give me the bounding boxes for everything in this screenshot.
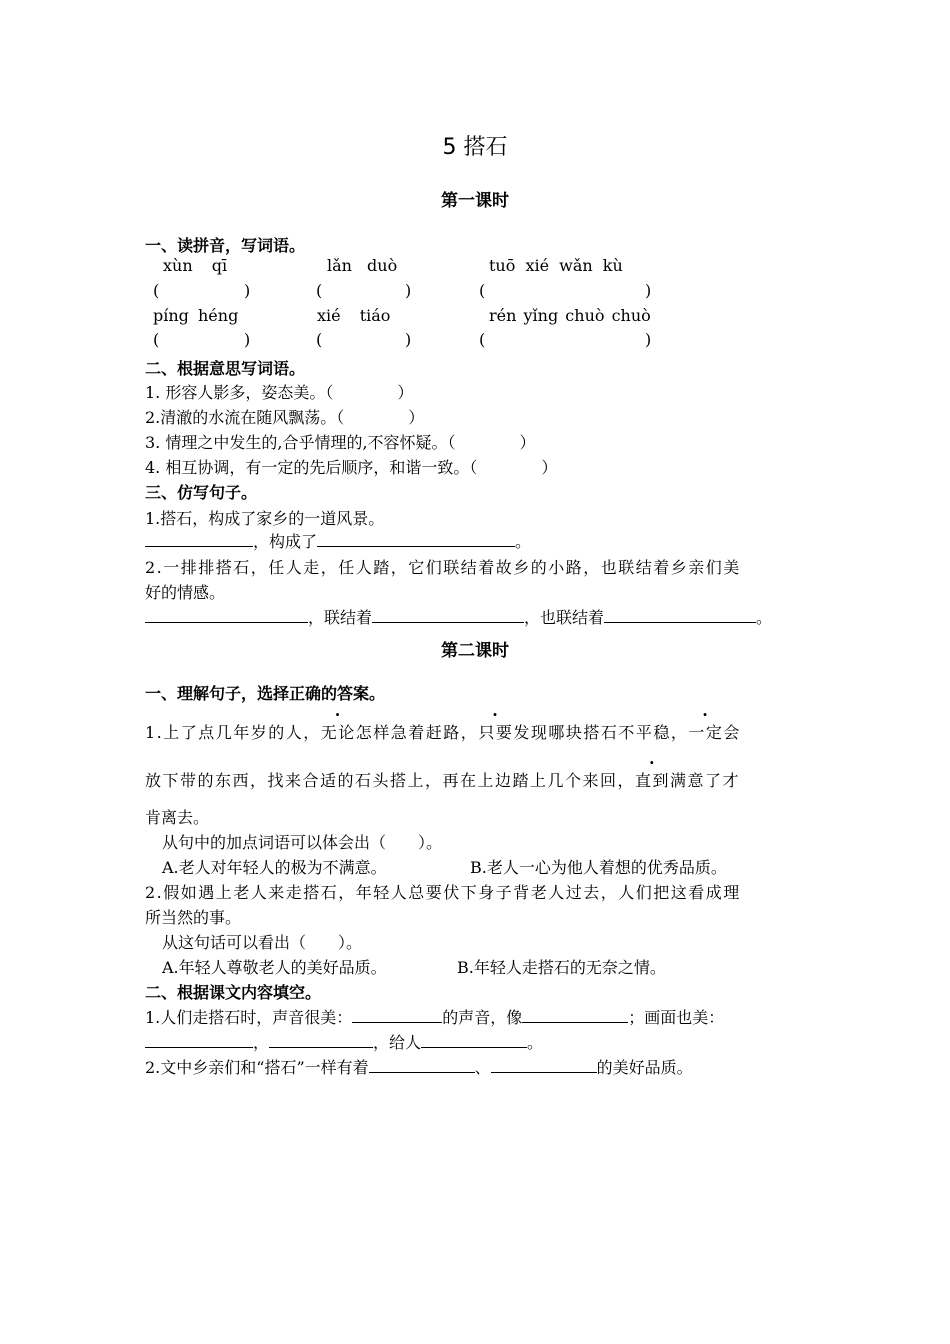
answer-blank[interactable] — [421, 1031, 527, 1048]
answer-blank[interactable] — [352, 1006, 442, 1023]
fill-1-text-e: ，给人 — [373, 1033, 422, 1052]
fill-item-1-line-1 — [145, 1005, 724, 1028]
meaning-item-1: 1. 形容人影多，姿态美。（ ） — [145, 383, 414, 402]
answer-blank[interactable] — [369, 1056, 475, 1073]
answer-paren-2-open: ( — [316, 281, 323, 300]
imitate-item-1: 1.搭石，构成了家乡的一道风景。 — [145, 509, 385, 528]
imitate-fill-1-mid: ，构成了 — [253, 532, 318, 551]
imitate-fill-2-end: 。 — [756, 608, 773, 627]
fill-2-text-a: 2.文中乡亲们和“搭石”一样有着 — [145, 1058, 369, 1077]
q1-text-c: 发现哪块搭石不平稳， — [513, 723, 689, 742]
fill-item-2 — [145, 1055, 693, 1078]
imitate-item-2-line-1: 2.一排排搭石，任人走，任人踏，它们联结着故乡的小路，也联结着乡亲们美 — [145, 558, 741, 577]
q1-text-f: 满意了才 — [670, 771, 741, 790]
imitate-fill-1-end: 。 — [515, 532, 532, 551]
answer-paren-1-open: ( — [153, 281, 160, 300]
answer-paren-3-open: ( — [479, 281, 486, 300]
dotted-word: 一定 — [688, 723, 724, 742]
pinyin-1: xùn qī — [163, 256, 228, 275]
imitate-fill-1 — [145, 529, 531, 552]
q1-line-2 — [145, 768, 740, 791]
q1-prompt: 从句中的加点词语可以体会出（ ）。 — [162, 833, 443, 852]
q1-line-3: 肯离去。 — [145, 808, 210, 827]
q1-text-b: 怎样急着赶路， — [355, 723, 479, 742]
imitate-fill-2-b: ，也联结着 — [524, 608, 605, 627]
dotted-word: 无论 — [320, 723, 356, 742]
dotted-word: 直到 — [635, 771, 671, 790]
meaning-item-3: 3. 情理之中发生的,合乎情理的,不容怀疑。（ ） — [145, 433, 536, 452]
answer-blank[interactable] — [317, 530, 515, 547]
q2-line-2: 所当然的事。 — [145, 908, 242, 927]
imitate-fill-2-a: ，联结着 — [308, 608, 373, 627]
meaning-item-2: 2.清澈的水流在随风飘荡。（ ） — [145, 408, 425, 427]
l1-sec1-heading: 一、读拼音，写词语。 — [145, 236, 306, 255]
pinyin-2: lǎn duò — [327, 256, 398, 275]
pinyin-4: píng héng — [153, 306, 239, 325]
l2-sec1-heading: 一、理解句子，选择正确的答案。 — [145, 684, 386, 703]
answer-blank[interactable] — [145, 1031, 253, 1048]
answer-paren-6-open: ( — [479, 330, 486, 349]
answer-blank[interactable] — [145, 530, 253, 547]
answer-paren-4-open: ( — [153, 330, 160, 349]
answer-paren-5-open: ( — [316, 330, 323, 349]
lesson1-heading: 第一课时 — [441, 191, 509, 211]
answer-blank[interactable] — [491, 1056, 597, 1073]
l2-sec2-heading: 二、根据课文内容填空。 — [145, 983, 322, 1002]
page-title: 5 搭石 — [442, 135, 508, 160]
fill-1-text-c: ；画面也美： — [628, 1008, 725, 1027]
answer-blank[interactable] — [145, 606, 308, 623]
fill-1-text-d: ， — [253, 1033, 270, 1052]
answer-paren-6-close: ) — [645, 330, 652, 349]
pinyin-3: tuō xié wǎn kù — [489, 256, 623, 275]
answer-paren-5-close: ) — [405, 330, 412, 349]
answer-blank[interactable] — [372, 606, 524, 623]
q2-line-1: 2.假如遇上老人来走搭石，年轻人总要伏下身子背老人过去，人们把这看成理 — [145, 883, 741, 902]
dotted-word: 只要 — [478, 723, 514, 742]
l1-sec2-heading: 二、根据意思写词语。 — [145, 359, 306, 378]
q1-line-1 — [145, 720, 741, 743]
q2-option-a[interactable]: A.年轻人尊敬老人的美好品质。 — [162, 958, 387, 977]
meaning-item-4: 4. 相互协调，有一定的先后顺序，和谐一致。（ ） — [145, 458, 558, 477]
fill-1-text-b: 的声音，像 — [442, 1008, 523, 1027]
q1-text-a: 1.上了点几年岁的人， — [145, 723, 321, 742]
fill-1-text-f: 。 — [527, 1033, 544, 1052]
fill-2-text-b: 、 — [474, 1058, 491, 1077]
lesson2-heading: 第二课时 — [441, 641, 509, 661]
q1-option-b[interactable]: B.老人一心为他人着想的优秀品质。 — [470, 858, 727, 877]
q1-option-a[interactable]: A.老人对年轻人的极为不满意。 — [162, 858, 387, 877]
pinyin-5: xié tiáo — [317, 306, 391, 325]
q2-prompt: 从这句话可以看出（ ）。 — [162, 933, 363, 952]
fill-item-1-line-2 — [145, 1030, 543, 1053]
fill-1-text-a: 1.人们走搭石时，声音很美： — [145, 1008, 353, 1027]
fill-2-text-c: 的美好品质。 — [596, 1058, 693, 1077]
pinyin-6: rén yǐng chuò chuò — [489, 306, 651, 325]
answer-blank[interactable] — [522, 1006, 628, 1023]
answer-paren-1-close: ) — [244, 281, 251, 300]
answer-blank[interactable] — [269, 1031, 373, 1048]
answer-paren-4-close: ) — [244, 330, 251, 349]
answer-blank[interactable] — [604, 606, 756, 623]
answer-paren-3-close: ) — [645, 281, 652, 300]
answer-paren-2-close: ) — [405, 281, 412, 300]
q1-text-d: 会 — [723, 723, 741, 742]
q1-text-e: 放下带的东西，找来合适的石头搭上，再在上边踏上几个来回， — [145, 771, 636, 790]
l1-sec3-heading: 三、仿写句子。 — [145, 483, 258, 502]
imitate-fill-2 — [145, 605, 772, 628]
imitate-item-2-line-2: 好的情感。 — [145, 583, 226, 602]
q2-option-b[interactable]: B.年轻人走搭石的无奈之情。 — [457, 958, 666, 977]
